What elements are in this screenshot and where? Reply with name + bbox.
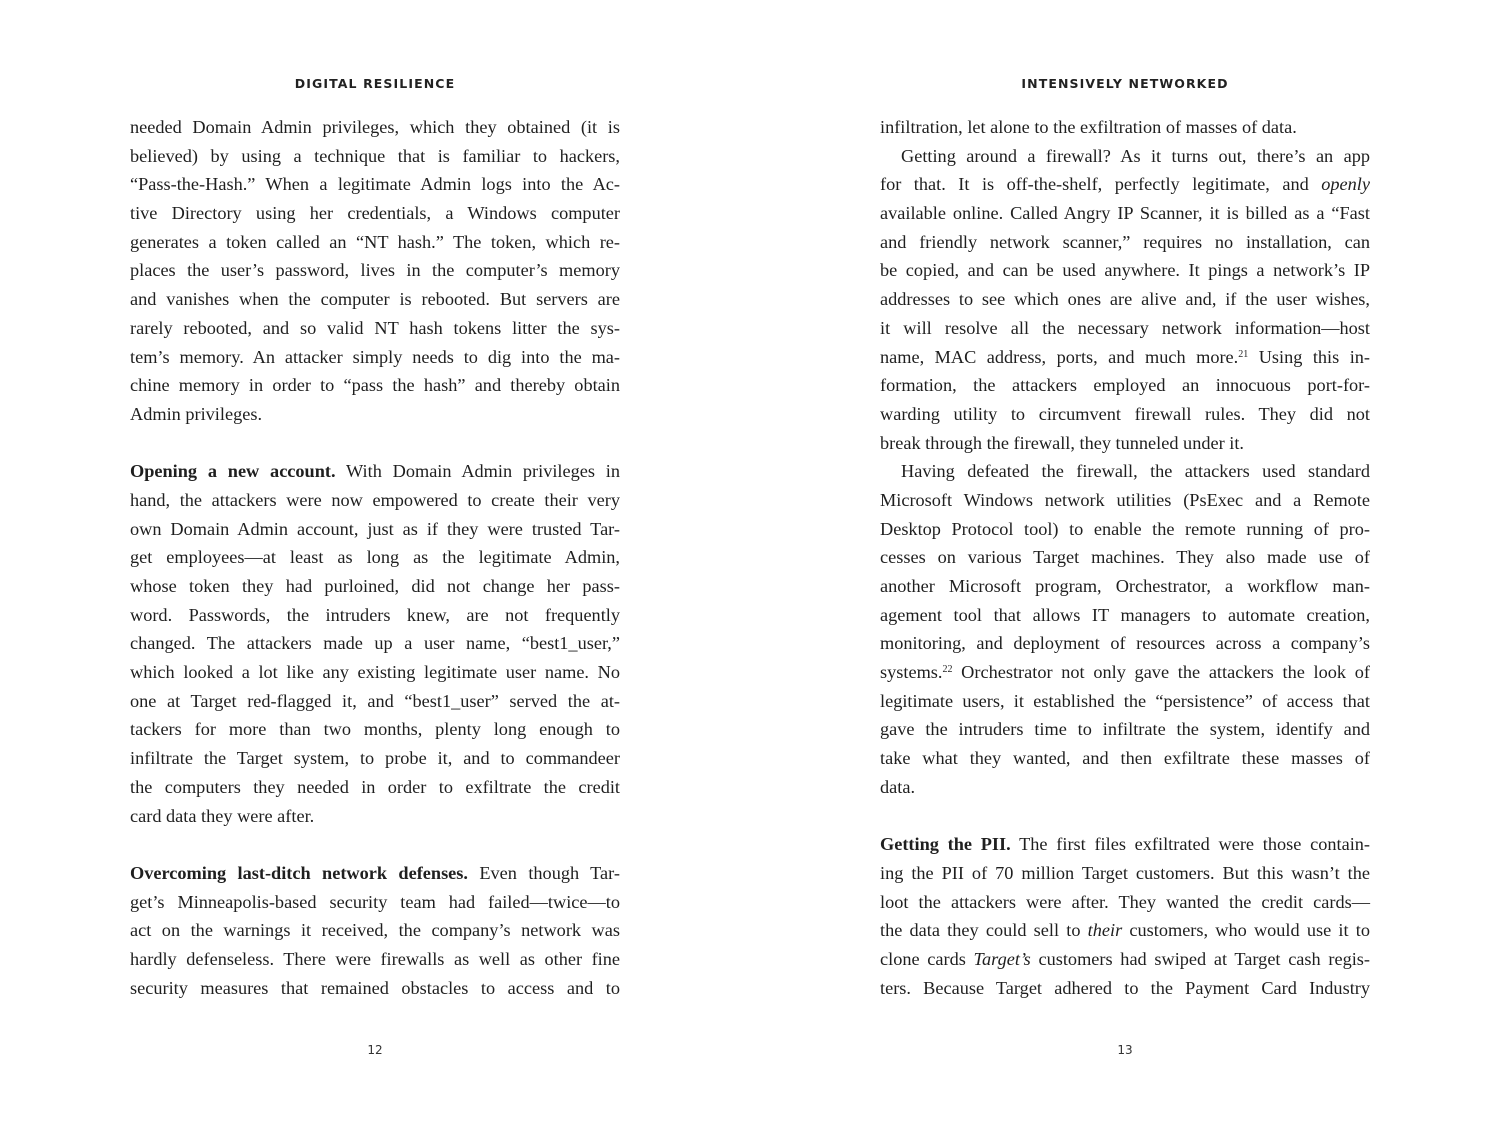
- text-line: [130, 916, 620, 945]
- text-line: [130, 572, 620, 601]
- line-text: tem’s memory. An attacker simply needs to dig into the ma-: [130, 346, 620, 367]
- line-text: clone cards: [880, 948, 974, 969]
- text-line: [130, 744, 620, 773]
- line-text: one at Target red-flagged it, and “best1_user” served the at-: [130, 690, 620, 711]
- body-text: [880, 113, 1370, 1002]
- text-line: [880, 744, 1370, 773]
- line-text: Desktop Protocol tool) to enable the remote running of pro-: [880, 518, 1370, 539]
- text-line: [880, 199, 1370, 228]
- text-line: [130, 515, 620, 544]
- text-line: [880, 228, 1370, 257]
- line-text: Even though Tar-: [467, 862, 620, 883]
- line-text: believed) by using a technique that is familiar to hackers,: [130, 145, 620, 166]
- line-text: customers, who would use it to: [1122, 920, 1370, 941]
- text-line: [880, 486, 1370, 515]
- text-line: [130, 228, 620, 257]
- line-text: infiltrate the Target system, to probe it, and to commandeer: [130, 748, 620, 769]
- line-text: hardly defenseless. There were firewalls as well as other fine: [130, 948, 620, 969]
- line-text: Getting around a firewall? As it turns out, there’s an app: [901, 145, 1370, 166]
- page-number: 13: [1117, 1043, 1133, 1057]
- line-text: warding utility to circumvent firewall rules. They did not: [880, 403, 1370, 424]
- text-line: [880, 343, 1370, 372]
- line-text: word. Passwords, the intruders knew, are not frequently: [130, 604, 620, 625]
- line-text: Orchestrator not only gave the attackers the look of: [952, 662, 1370, 683]
- line-text: card data they were after.: [130, 805, 315, 826]
- text-line: [880, 629, 1370, 658]
- line-text: hand, the attackers were now empowered to create their very: [130, 489, 620, 510]
- line-text: available online. Called Angry IP Scanner, it is billed as a “Fast: [880, 203, 1370, 224]
- paragraph-gap: [130, 429, 620, 458]
- text-line: [880, 429, 1370, 458]
- line-text: infiltration, let alone to the exfiltration of masses of data.: [880, 117, 1297, 137]
- text-line: [880, 256, 1370, 285]
- text-line: [880, 687, 1370, 716]
- line-text: addresses to see which ones are alive and, if the user wishes,: [880, 289, 1370, 310]
- line-text: the data they could sell to: [880, 920, 1088, 941]
- line-text: The first files exfiltrated were those contain-: [1010, 834, 1371, 855]
- italic-text: Target’s: [973, 948, 1031, 969]
- text-line: [880, 543, 1370, 572]
- line-text: systems.: [880, 662, 943, 683]
- line-text: places the user’s password, lives in the computer’s memory: [130, 260, 620, 281]
- text-line: [880, 830, 1370, 859]
- line-text: act on the warnings it received, the company’s network was: [130, 920, 620, 941]
- text-line: [130, 371, 620, 400]
- text-line: [880, 974, 1370, 1003]
- text-line: [130, 256, 620, 285]
- line-text: get employees—at least as long as the legitimate Admin,: [130, 547, 620, 568]
- line-text: loot the attackers were after. They wanted the credit cards—: [880, 891, 1370, 912]
- run-in-heading: Overcoming last-ditch network defenses.: [130, 862, 468, 883]
- line-text: it will resolve all the necessary network information—host: [880, 317, 1370, 338]
- text-line: [880, 400, 1370, 429]
- line-text: data.: [880, 776, 916, 797]
- line-text: ters. Because Target adhered to the Payment Card Industry: [880, 977, 1370, 998]
- line-text: take what they wanted, and then exfiltrate these masses of: [880, 748, 1370, 769]
- text-line: [130, 170, 620, 199]
- run-in-heading: Opening a new account.: [130, 461, 336, 482]
- line-text: break through the firewall, they tunneled under it.: [880, 432, 1244, 453]
- text-line: [880, 371, 1370, 400]
- line-text: own Domain Admin account, just as if they were trusted Tar-: [130, 518, 620, 539]
- text-line: [130, 314, 620, 343]
- line-text: agement tool that allows IT managers to automate creation,: [880, 604, 1370, 625]
- text-line: [130, 974, 620, 1003]
- paragraph-gap: [880, 802, 1370, 831]
- text-line: [130, 658, 620, 687]
- line-text: changed. The attackers made up a user name, “best1_user,”: [130, 633, 620, 654]
- footnote-marker: 22: [942, 664, 953, 676]
- line-text: legitimate users, it established the “persistence” of access that: [880, 690, 1370, 711]
- text-line: [130, 113, 620, 142]
- body-text: [130, 113, 620, 1002]
- line-text: another Microsoft program, Orchestrator, a workflow man-: [880, 576, 1370, 596]
- text-line: [880, 601, 1370, 630]
- running-head: INTENSIVELY NETWORKED: [1021, 76, 1229, 91]
- text-line: [880, 715, 1370, 744]
- line-text: cesses on various Target machines. They also made use of: [880, 547, 1370, 568]
- text-line: [130, 629, 620, 658]
- text-line: [880, 916, 1370, 945]
- line-text: tackers for more than two months, plenty long enough to: [130, 719, 620, 740]
- line-text: Having defeated the firewall, the attackers used standard: [901, 461, 1370, 482]
- text-line: [880, 457, 1370, 486]
- line-text: gave the intruders time to infiltrate the system, identify and: [880, 719, 1370, 740]
- line-text: generates a token called an “NT hash.” The token, which re-: [130, 231, 620, 252]
- text-line: [130, 888, 620, 917]
- text-line: [130, 601, 620, 630]
- right-page: [750, 0, 1500, 1125]
- text-line: [130, 543, 620, 572]
- line-text: chine memory in order to “pass the hash” and thereby obtain: [130, 375, 620, 396]
- italic-text: their: [1087, 920, 1123, 941]
- text-line: [130, 859, 620, 888]
- line-text: customers had swiped at Target cash regis-: [1030, 948, 1370, 969]
- line-text: tive Directory using her credentials, a Windows computer: [130, 203, 620, 224]
- text-line: [130, 142, 620, 171]
- running-head: DIGITAL RESILIENCE: [294, 76, 456, 91]
- run-in-heading: Getting the PII.: [880, 834, 1011, 855]
- text-line: [130, 802, 620, 831]
- text-line: [880, 658, 1370, 687]
- text-line: [880, 773, 1370, 802]
- line-text: which looked a lot like any existing legitimate user name. No: [130, 662, 620, 683]
- text-line: [130, 457, 620, 486]
- italic-text: openly: [1321, 174, 1370, 195]
- text-line: [880, 945, 1370, 974]
- line-text: “Pass-the-Hash.” When a legitimate Admin logs into the Ac-: [130, 174, 620, 195]
- line-text: be copied, and can be used anywhere. It pings a network’s IP: [880, 260, 1370, 281]
- text-line: [880, 170, 1370, 199]
- text-line: [130, 715, 620, 744]
- footnote-marker: 21: [1238, 348, 1249, 360]
- line-text: get’s Minneapolis-based security team had failed—twice—to: [130, 891, 620, 912]
- text-line: [130, 285, 620, 314]
- line-text: security measures that remained obstacles to access and to: [130, 977, 620, 998]
- text-line: [880, 314, 1370, 343]
- text-line: [130, 486, 620, 515]
- line-text: for that. It is off-the-shelf, perfectly legitimate, and: [880, 174, 1322, 195]
- paragraph-gap: [130, 830, 620, 859]
- line-text: name, MAC address, ports, and much more.: [880, 346, 1239, 367]
- text-line: [130, 343, 620, 372]
- text-line: [130, 687, 620, 716]
- line-text: Using this in-: [1248, 346, 1371, 367]
- line-text: With Domain Admin privileges in: [335, 461, 620, 482]
- line-text: and vanishes when the computer is rebooted. But servers are: [130, 289, 620, 310]
- line-text: monitoring, and deployment of resources across a company’s: [880, 633, 1370, 654]
- page-number: 12: [367, 1043, 383, 1057]
- text-line: [880, 888, 1370, 917]
- text-line: [130, 773, 620, 802]
- line-text: rarely rebooted, and so valid NT hash tokens litter the sys-: [130, 317, 620, 338]
- text-line: [880, 859, 1370, 888]
- text-line: [880, 113, 1370, 142]
- text-line: [130, 199, 620, 228]
- text-line: [880, 515, 1370, 544]
- line-text: Microsoft Windows network utilities (PsExec and a Remote: [880, 489, 1370, 510]
- text-line: [130, 400, 620, 429]
- line-text: Admin privileges.: [130, 403, 263, 424]
- line-text: the computers they needed in order to exfiltrate the credit: [130, 776, 620, 797]
- text-line: [880, 142, 1370, 171]
- line-text: needed Domain Admin privileges, which they obtained (it is: [130, 117, 620, 137]
- line-text: ing the PII of 70 million Target customers. But this wasn’t the: [880, 862, 1370, 883]
- text-line: [130, 945, 620, 974]
- line-text: whose token they had purloined, did not change her pass-: [130, 576, 620, 596]
- text-line: [880, 285, 1370, 314]
- text-line: [880, 572, 1370, 601]
- line-text: and friendly network scanner,” requires no installation, can: [880, 231, 1370, 252]
- line-text: formation, the attackers employed an innocuous port-for-: [880, 375, 1370, 396]
